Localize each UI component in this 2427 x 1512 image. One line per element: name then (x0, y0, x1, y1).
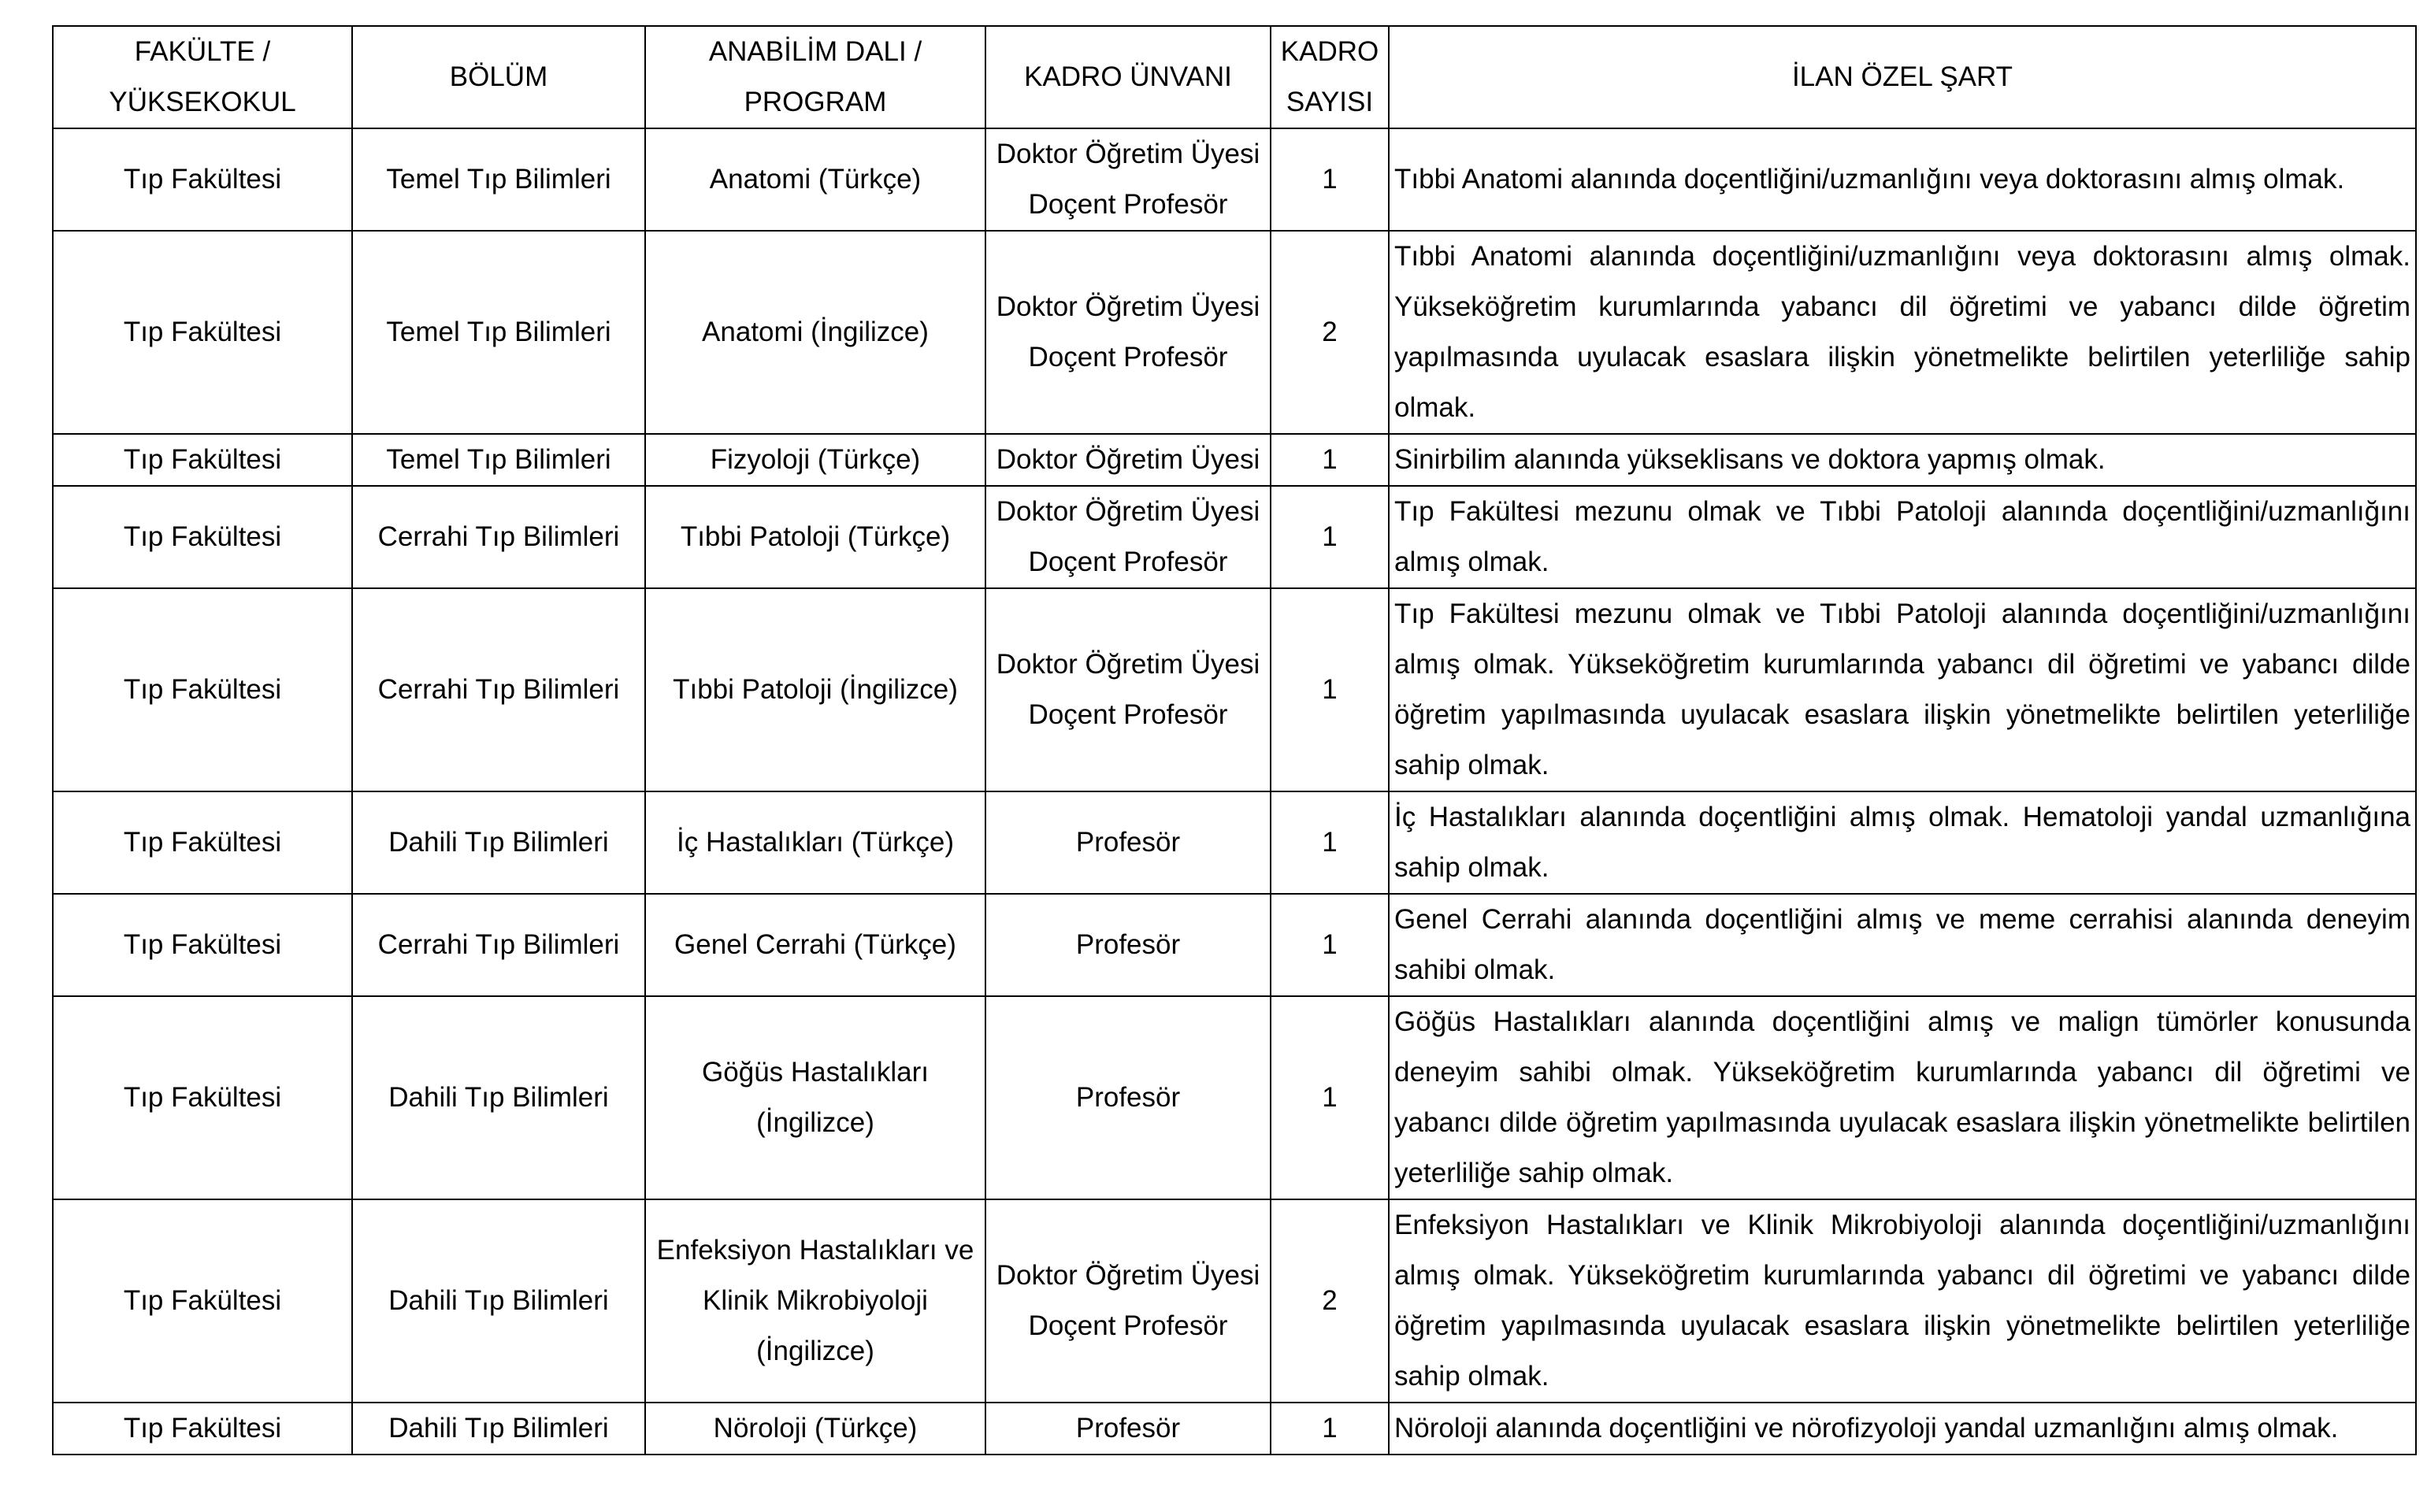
table-row (53, 486, 2416, 588)
program-cell: Göğüs Hastalıkları (İngilizce) (645, 996, 985, 1199)
table-row (53, 894, 2416, 996)
department-cell: Cerrahi Tıp Bilimleri (352, 588, 645, 791)
faculty-cell: Tıp Fakültesi (53, 894, 352, 996)
title-cell: Profesör (985, 791, 1271, 894)
header-program: ANABİLİM DALI / PROGRAM (645, 26, 985, 128)
title-cell: Doktor Öğretim Üyesi Doçent Profesör (985, 486, 1271, 588)
table-row (53, 791, 2416, 894)
faculty-cell: Tıp Fakültesi (53, 1199, 352, 1403)
count-cell: 1 (1271, 434, 1389, 486)
table-row (53, 1403, 2416, 1455)
program-cell: Fizyoloji (Türkçe) (645, 434, 985, 486)
title-cell: Doktor Öğretim Üyesi Doçent Profesör (985, 588, 1271, 791)
title-cell: Doktor Öğretim Üyesi (985, 434, 1271, 486)
requirement-cell: Genel Cerrahi alanında doçentliğini almış ve meme cerrahisi alanında deneyim sahibi olmak. (1389, 894, 2416, 996)
header-faculty: FAKÜLTE / YÜKSEKOKUL (53, 26, 352, 128)
faculty-cell: Tıp Fakültesi (53, 231, 352, 434)
department-cell: Cerrahi Tıp Bilimleri (352, 894, 645, 996)
table-row (53, 588, 2416, 791)
program-cell: Tıbbi Patoloji (Türkçe) (645, 486, 985, 588)
department-cell: Dahili Tıp Bilimleri (352, 996, 645, 1199)
count-cell: 1 (1271, 486, 1389, 588)
department-cell: Temel Tıp Bilimleri (352, 128, 645, 231)
department-cell: Dahili Tıp Bilimleri (352, 791, 645, 894)
count-cell: 1 (1271, 894, 1389, 996)
header-row (53, 26, 2416, 128)
department-cell: Dahili Tıp Bilimleri (352, 1199, 645, 1403)
faculty-cell: Tıp Fakültesi (53, 486, 352, 588)
table-row (53, 434, 2416, 486)
program-cell: Tıbbi Patoloji (İngilizce) (645, 588, 985, 791)
header-requirement: İLAN ÖZEL ŞART (1389, 26, 2416, 128)
program-cell: Genel Cerrahi (Türkçe) (645, 894, 985, 996)
header-department: BÖLÜM (352, 26, 645, 128)
requirement-cell: Tıbbi Anatomi alanında doçentliğini/uzmanlığını veya doktorasını almış olmak. (1389, 128, 2416, 231)
department-cell: Dahili Tıp Bilimleri (352, 1403, 645, 1455)
program-cell: Nöroloji (Türkçe) (645, 1403, 985, 1455)
program-cell: Anatomi (İngilizce) (645, 231, 985, 434)
count-cell: 1 (1271, 128, 1389, 231)
title-cell: Doktor Öğretim Üyesi Doçent Profesör (985, 1199, 1271, 1403)
requirement-cell: Tıp Fakültesi mezunu olmak ve Tıbbi Patoloji alanında doçentliğini/uzmanlığını almış olmak. Yükseköğretim kurumlarında yabancı dil öğretimi ve yabancı dilde öğretim yapılmasında uyulacak esaslara ilişkin yönetmelikte belirtilen yeterliliğe sahip olmak. (1389, 588, 2416, 791)
title-cell: Profesör (985, 894, 1271, 996)
count-cell: 1 (1271, 791, 1389, 894)
requirement-cell: Tıbbi Anatomi alanında doçentliğini/uzmanlığını veya doktorasını almış olmak. Yükseköğretim kurumlarında yabancı dil öğretimi ve yabancı dilde öğretim yapılmasında uyulacak esaslara ilişkin yönetmelikte belirtilen yeterliliğe sahip olmak. (1389, 231, 2416, 434)
requirement-cell: Tıp Fakültesi mezunu olmak ve Tıbbi Patoloji alanında doçentliğini/uzmanlığını almış olmak. (1389, 486, 2416, 588)
title-cell: Profesör (985, 996, 1271, 1199)
title-cell: Doktor Öğretim Üyesi Doçent Profesör (985, 128, 1271, 231)
count-cell: 1 (1271, 996, 1389, 1199)
program-cell: İç Hastalıkları (Türkçe) (645, 791, 985, 894)
count-cell: 2 (1271, 231, 1389, 434)
title-cell: Profesör (985, 1403, 1271, 1455)
positions-table (52, 25, 2417, 1455)
faculty-cell: Tıp Fakültesi (53, 1403, 352, 1455)
header-title: KADRO ÜNVANI (985, 26, 1271, 128)
header-count: KADRO SAYISI (1271, 26, 1389, 128)
faculty-cell: Tıp Fakültesi (53, 588, 352, 791)
faculty-cell: Tıp Fakültesi (53, 996, 352, 1199)
table-row (53, 996, 2416, 1199)
count-cell: 2 (1271, 1199, 1389, 1403)
faculty-cell: Tıp Fakültesi (53, 128, 352, 231)
table-row (53, 128, 2416, 231)
table-row (53, 1199, 2416, 1403)
department-cell: Temel Tıp Bilimleri (352, 434, 645, 486)
requirement-cell: İç Hastalıkları alanında doçentliğini almış olmak. Hematoloji yandal uzmanlığına sahip olmak. (1389, 791, 2416, 894)
requirement-cell: Sinirbilim alanında yükseklisans ve doktora yapmış olmak. (1389, 434, 2416, 486)
requirement-cell: Göğüs Hastalıkları alanında doçentliğini almış ve malign tümörler konusunda deneyim sahibi olmak. Yükseköğretim kurumlarında yabancı dil öğretimi ve yabancı dilde öğretim yapılmasında uyulacak esaslara ilişkin yönetmelikte belirtilen yeterliliğe sahip olmak. (1389, 996, 2416, 1199)
table-row (53, 231, 2416, 434)
requirement-cell: Enfeksiyon Hastalıkları ve Klinik Mikrobiyoloji alanında doçentliğini/uzmanlığını almış olmak. Yükseköğretim kurumlarında yabancı dil öğretimi ve yabancı dilde öğretim yapılmasında uyulacak esaslara ilişkin yönetmelikte belirtilen yeterliliğe sahip olmak. (1389, 1199, 2416, 1403)
department-cell: Cerrahi Tıp Bilimleri (352, 486, 645, 588)
department-cell: Temel Tıp Bilimleri (352, 231, 645, 434)
count-cell: 1 (1271, 588, 1389, 791)
requirement-cell: Nöroloji alanında doçentliğini ve nörofizyoloji yandal uzmanlığını almış olmak. (1389, 1403, 2416, 1455)
title-cell: Doktor Öğretim Üyesi Doçent Profesör (985, 231, 1271, 434)
program-cell: Enfeksiyon Hastalıkları ve Klinik Mikrobiyoloji (İngilizce) (645, 1199, 985, 1403)
faculty-cell: Tıp Fakültesi (53, 434, 352, 486)
count-cell: 1 (1271, 1403, 1389, 1455)
faculty-cell: Tıp Fakültesi (53, 791, 352, 894)
program-cell: Anatomi (Türkçe) (645, 128, 985, 231)
